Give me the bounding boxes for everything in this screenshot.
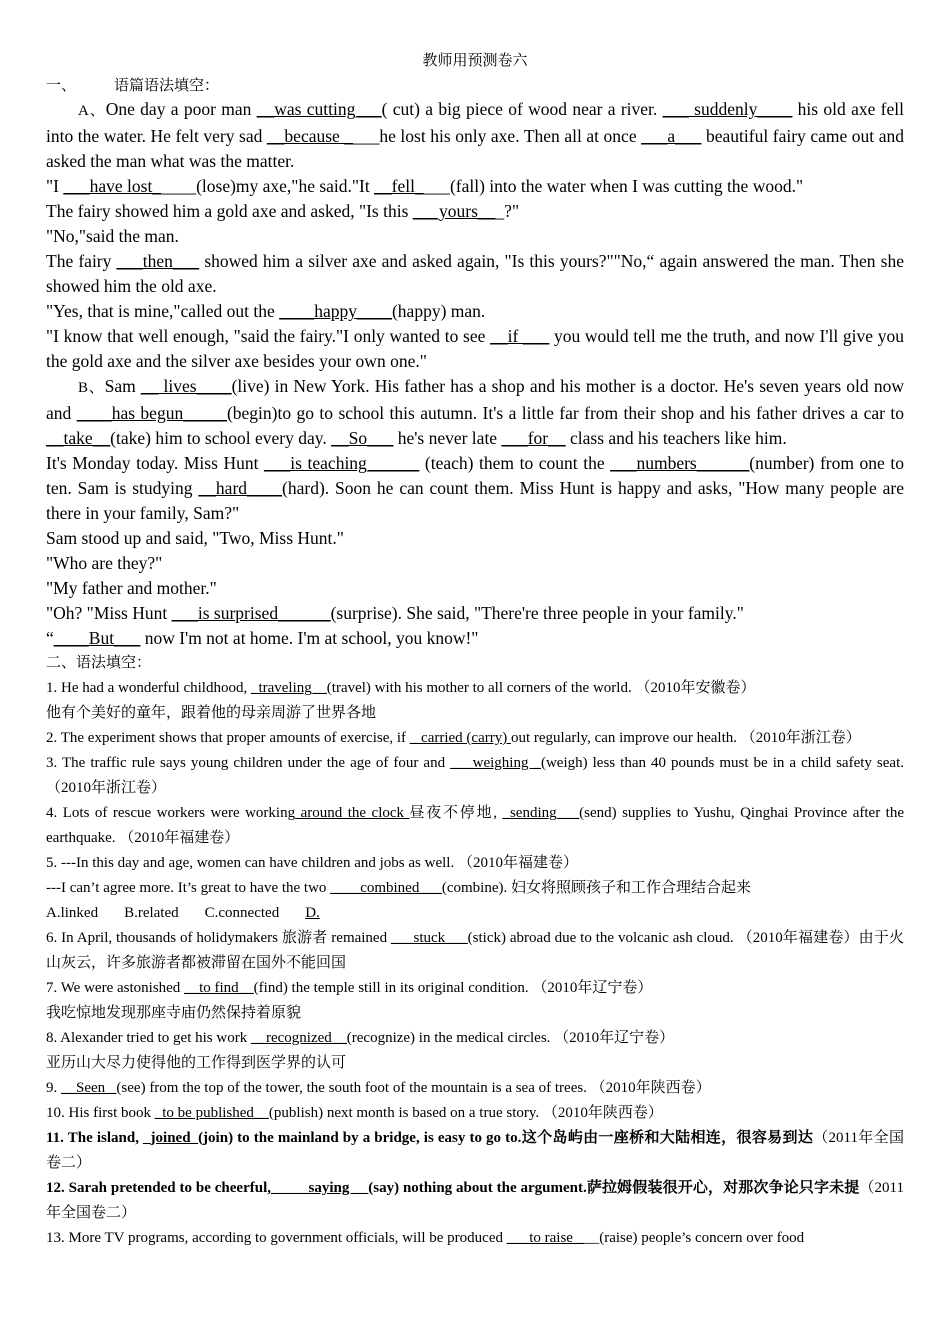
question-7-translation: 我吃惊地发现那座寺庙仍然保持着原貌 <box>46 1005 302 1021</box>
answer-blank: ___have lost_ <box>63 176 162 196</box>
question-2: 2. The experiment shows that proper amounts of exercise, if _ carried (carry) out regularly, can improve our health. （2010年浙江卷） <box>46 730 861 746</box>
question-8: 8. Alexander tried to get his work __recognized__(recognize) in the medical circles. （2010年辽宁卷） <box>46 1030 675 1046</box>
answer-blank: ___is teaching______ <box>264 453 420 473</box>
question-5: 5. ---In this day and age, women can have children and jobs as well. （2010年福建卷） <box>46 855 578 871</box>
passage-b-para-4: "Who are they?" <box>46 553 163 573</box>
question-6: 6. In April, thousands of holidymakers 旅游者 remained ___stuck___(stick) abroad due to the volcanic ash cloud. （2010年福建卷）由于火山灰云，许多旅游者都被滞留在国外不能回国 <box>46 930 904 971</box>
passage-a-para-1: A、One day a poor man __was cutting___( cut) a big piece of wood near a river. ___ suddenly____ his old axe fell into the water. He felt very sad __because ____he lost his only axe. Then all at once ___a___ beautiful fairy came out and asked the man what was the matter. <box>46 99 904 171</box>
answer-blank: ___weighing _ <box>450 755 541 771</box>
answer-blank: _joined_ <box>143 1130 199 1146</box>
answer-blank: around the clock <box>295 805 410 821</box>
answer-blank: ___then___ <box>116 251 200 271</box>
passage-b-para-6: "Oh? "Miss Hunt ___is surprised______(surprise). She said, "There're three people in your family." <box>46 603 744 623</box>
passage-a <box>46 97 904 374</box>
question-1: 1. He had a wonderful childhood, _traveling__(travel) with his mother to all corners of the world. （2010年安徽卷） <box>46 680 756 696</box>
document-title: 教师用预测卷六 <box>422 53 528 69</box>
option-c: C.connected <box>204 905 280 921</box>
answer-blank: _sending___ <box>502 805 580 821</box>
answer-blank: __hard____ <box>198 478 283 498</box>
answer-blank: ___ suddenly____ <box>662 99 793 119</box>
passage-b-para-7: “____But___ now I'm not at home. I'm at school, you know!" <box>46 628 479 648</box>
passage-b-para-3: Sam stood up and said, "Two, Miss Hunt." <box>46 528 344 548</box>
section-2-heading: 二、语法填空： <box>46 655 152 671</box>
passage-b-para-2: It's Monday today. Miss Hunt ___is teaching______ (teach) them to count the ___numbers______(number) from one to ten. Sam is studying __hard____(hard). Soon he can count them. Miss Hunt is happy and asks, "How many people are there in your family, Sam?" <box>46 453 904 523</box>
option-a: A.linked <box>46 905 99 921</box>
question-9: 9. __Seen _(see) from the top of the tower, the south foot of the mountain is a sea of trees. （2010年陕西卷） <box>46 1080 711 1096</box>
answer-blank: ___to raise _ <box>506 1230 585 1246</box>
answer-blank: ____happy____ <box>279 301 392 321</box>
answer-blank: __if ___ <box>490 326 550 346</box>
answer-blank: __take__ <box>46 428 111 448</box>
passage-a-para-6: "Yes, that is mine,"called out the ____happy____(happy) man. <box>46 301 486 321</box>
answer-blank: __fell_ <box>374 176 424 196</box>
answer-blank: __So___ <box>331 428 394 448</box>
answer-blank: __ lives____ <box>140 376 232 396</box>
question-7: 7. We were astonished __to find__(find) the temple still in its original condition. （2010年辽宁卷） <box>46 980 653 996</box>
section-1-heading: 一、 语篇语法填空： <box>46 78 220 94</box>
answer-blank: __was cutting___ <box>256 99 382 119</box>
answer-blank: ___stuck___ <box>391 930 468 946</box>
question-13: 13. More TV programs, according to government officials, will be produced ___to raise ___(raise) people’s concern over food <box>46 1230 805 1246</box>
question-5-options <box>46 901 904 926</box>
answer-blank: ___a___ <box>641 126 702 146</box>
answer-blank: __because _ <box>266 126 354 146</box>
answer-blank: ___for__ <box>501 428 566 448</box>
grammar-section <box>46 651 904 1251</box>
answer-blank: ___numbers______ <box>610 453 750 473</box>
question-4: 4. Lots of rescue workers were working around the clock 昼夜不停地, _sending___(send) supplies to Yushu, Qinghai Province after the earthquake. （2010年福建卷） <box>46 805 904 846</box>
answer-blank: _to be published__ <box>154 1105 269 1121</box>
passage-a-para-5: The fairy ___then___ showed him a silver axe and asked again, "Is this yours?""No,“ again answered the man. Then she showed him the old axe. <box>46 251 904 296</box>
option-b: B.related <box>124 905 179 921</box>
answer-blank: ____But___ <box>53 628 141 648</box>
answer-blank: _traveling__ <box>250 680 327 696</box>
question-5-reply: ---I can’t agree more. It’s great to have the two ____combined___(combine). 妇女将照顾孩子和工作合理结合起来 <box>46 880 751 896</box>
passage-b-para-5: "My father and mother." <box>46 578 217 598</box>
answer-blank: _____saying __ <box>271 1180 369 1196</box>
passage-a-para-3: The fairy showed him a gold axe and asked, "Is this ___yours___?" <box>46 201 520 221</box>
question-8-translation: 亚历山大尽力使得他的工作得到医学界的认可 <box>46 1055 347 1071</box>
passage-a-para-4: "No,"said the man. <box>46 226 179 246</box>
question-3: 3. The traffic rule says young children under the age of four and ___weighing _(weigh) less than 40 pounds must be in a child safety seat.（2010年浙江卷） <box>46 755 904 796</box>
question-10: 10. His first book _to be published__(publish) next month is based on a true story. （2010年陕西卷） <box>46 1105 663 1121</box>
passage-b <box>46 374 904 651</box>
document-page <box>46 50 904 1251</box>
question-1-translation: 他有个美好的童年，跟着他的母亲周游了世界各地 <box>46 705 377 721</box>
question-11: 11. The island, _joined_(join) to the mainland by a bridge, is easy to go to.这个岛屿由一座桥和大陆相连，很容易到达（2011年全国卷二） <box>46 1130 904 1171</box>
passage-a-para-2: "I ___have lost_____(lose)my axe,"he said."It __fell____(fall) into the water when I was cutting the wood." <box>46 176 804 196</box>
passage-a-para-7: "I know that well enough, "said the fairy."I only wanted to see __if ___ you would tell me the truth, and now I'll give you the gold axe and the silver axe besides your own one." <box>46 326 905 371</box>
question-12: 12. Sarah pretended to be cheerful,_____saying __(say) nothing about the argument.萨拉姆假装很开心，对那次争论只字未提（2011年全国卷二） <box>46 1180 904 1221</box>
passage-b-para-1: B、Sam __ lives____(live) in New York. His father has a shop and his mother is a doctor. He's seven years old now and ____has begun_____(begin)to go to school this autumn. It's a little far from their shop and his father drives a car to __take__(take) him to school every day. __So___ he's never late ___for__ class and his teachers like him. <box>46 376 904 448</box>
answer-blank: ____combined___ <box>330 880 442 896</box>
answer-blank: _ carried (carry) <box>409 730 511 746</box>
answer-blank: __recognized__ <box>250 1030 347 1046</box>
answer-blank: __to find__ <box>184 980 254 996</box>
option-d-answer: D. <box>305 905 320 921</box>
answer-blank: ___yours__ <box>412 201 496 221</box>
answer-blank: __Seen _ <box>61 1080 117 1096</box>
answer-blank: ____has begun_____ <box>76 403 227 423</box>
answer-blank: ___is surprised______ <box>171 603 331 623</box>
